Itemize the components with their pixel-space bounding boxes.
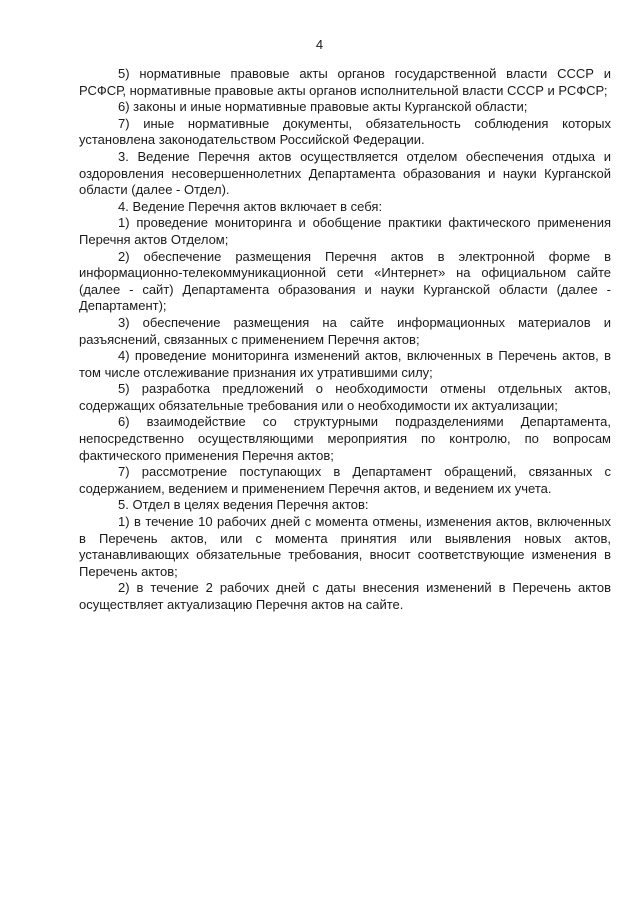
paragraph-item-6-regional-laws: 6) законы и иные нормативные правовые акты Курганской области; [118,99,528,115]
paragraph-section-4: 4. Ведение Перечня актов включает в себя: [118,198,383,214]
paragraph-section-4-item-7: 7) рассмотрение поступающих в Департамент обращений, связанных с содержанием, ведением и применением Перечня актов, и ведением их учета. [79,464,611,496]
paragraph-section-3: 3. Ведение Перечня актов осуществляется отделом обеспечения отдыха и оздоровления несовершеннолетних Департамента образования и науки Курганской области (далее - Отдел). [79,148,611,198]
paragraph-section-4-item-5: 5) разработка предложений о необходимости отмены отдельных актов, содержащих обязательные требования или о необходимости их актуализации; [79,381,611,413]
paragraph-item-7-other-documents: 7) иные нормативные документы, обязательность соблюдения которых установлена законодательством Российской Федерации. [79,115,611,148]
paragraph-section-5-item-1: 1) в течение 10 рабочих дней с момента отмены, изменения актов, включенных в Перечень актов, или с момента принятия или выявления новых актов, устанавливающих обязательные требования, вносит соответствующие изменения в Перечень актов; [79,514,611,579]
paragraph-section-4-item-3: 3) обеспечение размещения на сайте информационных материалов и разъяснений, связанных с применением Перечня актов; [79,314,611,347]
paragraph-section-5: 5. Отдел в целях ведения Перечня актов: [118,497,369,513]
document-body [79,66,611,614]
page-number: 4 [315,37,324,52]
paragraph-section-4-item-4: 4) проведение мониторинга изменений актов, включенных в Перечень актов, в том числе отслеживание признания их утратившими силу; [79,348,611,380]
paragraph-section-4-item-1: 1) проведение мониторинга и обобщение практики фактического применения Перечня актов Отделом; [79,215,611,247]
paragraph-section-4-item-6: 6) взаимодействие со структурными подразделениями Департамента, непосредственно осуществляющими мероприятия по контролю, по вопросам фактического применения Перечня актов; [79,414,611,463]
paragraph-item-5-ussr-acts: 5) нормативные правовые акты органов государственной власти СССР и РСФСР, нормативные правовые акты органов исполнительной власти СССР и РСФСР; [79,66,611,98]
paragraph-section-4-item-2: 2) обеспечение размещения Перечня актов в электронной форме в информационно-телекоммуникационной сети «Интернет» на официальном сайте (далее - сайт) Департамента образования и науки Курганской области (далее - Департамент); [79,248,611,314]
paragraph-section-5-item-2: 2) в течение 2 рабочих дней с даты внесения изменений в Перечень актов осуществляет актуализацию Перечня актов на сайте. [79,580,611,612]
